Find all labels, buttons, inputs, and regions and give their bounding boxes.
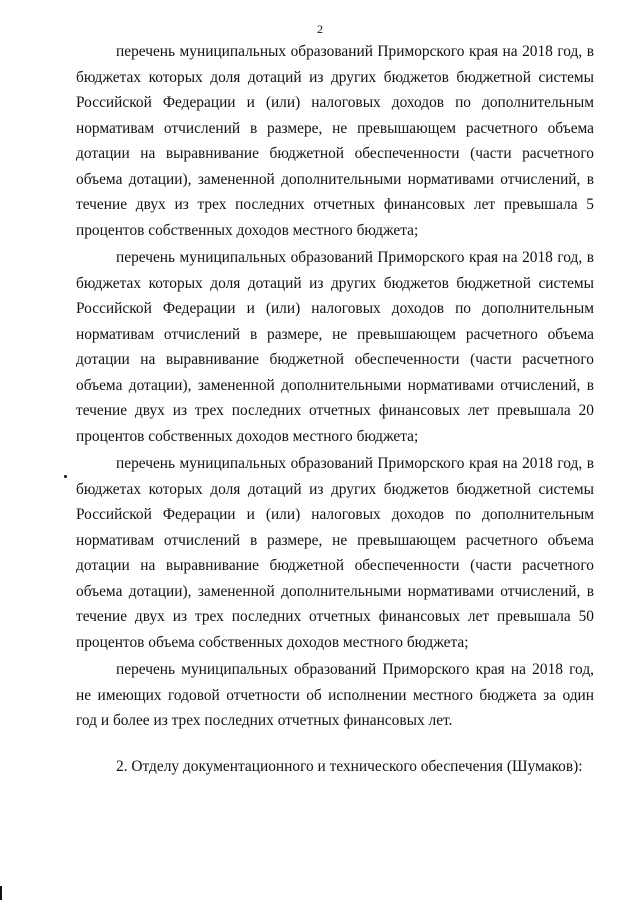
paragraph-list-item-20-percent: перечень муниципальных образований Приморского края на 2018 год, в бюджетах которых доля дотаций из других бюджетов бюджетной системы Российской Федерации и (или) налоговых доходов по дополнительным нормативам отчислений в размере, не превышающем расчетного объема дотации на выравнивание бюджетной обеспеченности (части расчетного объема дотации), замененной дополнительными нормативами отчислений, в течение двух из трех последних отчетных финансовых лет превышала 20 процентов собственных доходов местного бюджета; xyxy=(76,249,594,445)
page-number: 2 xyxy=(317,22,323,36)
document-body xyxy=(76,39,594,779)
paragraph-list-item-no-reporting: перечень муниципальных образований Приморского края на 2018 год, не имеющих годовой отчетности об исполнении местного бюджета за один год и более из трех последних отчетных финансовых лет. xyxy=(76,661,594,729)
scan-artifact-dot xyxy=(64,475,67,478)
paragraph-list-item-5-percent: перечень муниципальных образований Приморского края на 2018 год, в бюджетах которых доля дотаций из других бюджетов бюджетной системы Российской Федерации и (или) налоговых доходов по дополнительным нормативам отчислений в размере, не превышающем расчетного объема дотации на выравнивание бюджетной обеспеченности (части расчетного объема дотации), замененной дополнительными нормативами отчислений, в течение двух из трех последних отчетных финансовых лет превышала 5 процентов собственных доходов местного бюджета; xyxy=(76,43,594,239)
paragraph-list-item-50-percent: перечень муниципальных образований Приморского края на 2018 год, в бюджетах которых доля дотаций из других бюджетов бюджетной системы Российской Федерации и (или) налоговых доходов по дополнительным нормативам отчислений в размере, не превышающем расчетного объема дотации на выравнивание бюджетной обеспеченности (части расчетного объема дотации), замененной дополнительными нормативами отчислений, в течение двух из трех последних отчетных финансовых лет превышала 50 процентов объема собственных доходов местного бюджета; xyxy=(76,455,594,651)
scan-artifact-edge-mark xyxy=(0,886,2,900)
paragraph-section-2: 2. Отделу документационного и технического обеспечения (Шумаков): xyxy=(116,757,583,775)
